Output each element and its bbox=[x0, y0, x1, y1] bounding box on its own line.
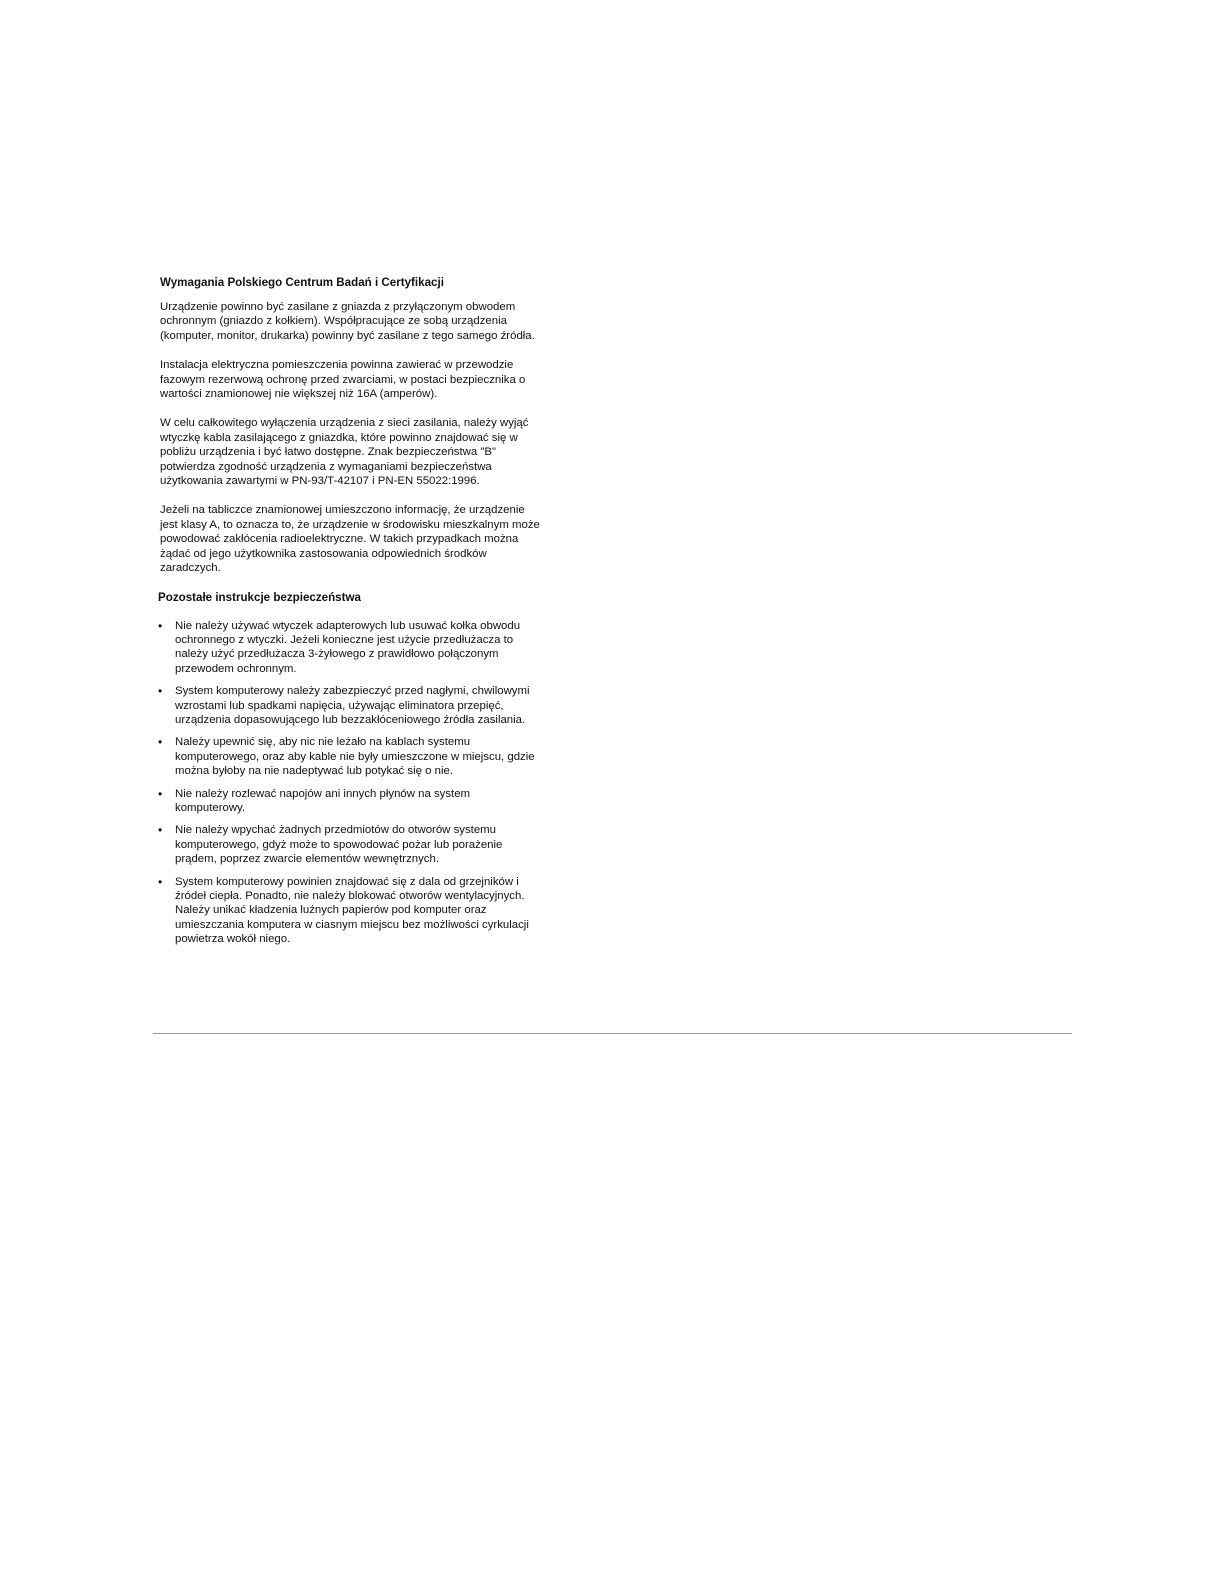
paragraph-disconnect-and-b-mark: W celu całkowitego wyłączenia urządzenia z sieci zasilania, należy wyjąć wtyczkę kabla zasilającego z gniazdka, które powinno znajdować się w pobliżu urządzenia i być łatwo dostępne. Znak bezpieczeństwa "B" potwierdza zgodność urządzenia z wymaganiami bezpieczeństwa użytkowania zawartymi w PN-93/T-42107 i PN-EN 55022:1996. bbox=[160, 417, 529, 488]
section-heading-other-safety: Pozostałe instrukcje bezpieczeństwa bbox=[158, 590, 361, 604]
paragraph-class-a-notice: Jeżeli na tabliczce znamionowej umieszczono informację, że urządzenie jest klasy A, to oznacza to, że urządzenie w środowisku mieszkalnym może powodować zakłócenia radioelektryczne. W takich przypadkach można żądać od jego użytkownika zastosowania odpowiednich środków zaradczych. bbox=[160, 504, 540, 575]
document-body bbox=[160, 276, 540, 955]
bullet-icon: • bbox=[158, 823, 163, 838]
list-item-text: Nie należy wpychać żadnych przedmiotów do otworów systemu komputerowego, gdyż może to spowodować pożar lub porażenie prądem, poprzez zwarcie elementów wewnętrznych. bbox=[175, 824, 503, 866]
list-item bbox=[160, 684, 540, 727]
bullet-icon: • bbox=[158, 618, 163, 633]
list-item-text: Nie należy używać wtyczek adapterowych lub usuwać kołka obwodu ochronnego z wtyczki. Jeżeli konieczne jest użycie przedłużacza to należy użyć przedłużacza 3-żyłowego z prawidłowo połączonym przewodem ochronnym. bbox=[175, 619, 521, 675]
list-item bbox=[160, 735, 540, 778]
list-item bbox=[160, 787, 540, 816]
list-item-text: System komputerowy powinien znajdować się z dala od grzejników i źródeł ciepła. Ponadto, nie należy blokować otworów wentylacyjnych. Należy unikać kładzenia luźnych papierów pod komputer oraz umieszczania komputera w ciasnym miejscu bez możliwości cyrkulacji powietrza wokół niego. bbox=[175, 875, 529, 946]
bullet-icon: • bbox=[158, 786, 163, 801]
horizontal-divider bbox=[153, 1033, 1072, 1034]
list-item-text: System komputerowy należy zabezpieczyć przed nagłymi, chwilowymi wzrostami lub spadkami napięcia, używając eliminatora przepięć, urządzenia dopasowującego lub bezzakłóceniowego źródła zasilania. bbox=[175, 685, 530, 726]
list-item bbox=[160, 875, 540, 947]
list-item bbox=[160, 619, 540, 677]
bullet-icon: • bbox=[158, 874, 163, 889]
section-heading-pcbc: Wymagania Polskiego Centrum Badań i Certyfikacji bbox=[160, 276, 444, 289]
bullet-icon: • bbox=[158, 735, 163, 750]
list-item-text: Nie należy rozlewać napojów ani innych płynów na system komputerowy. bbox=[175, 787, 471, 814]
paragraph-power-socket: Urządzenie powinno być zasilane z gniazda z przyłączonym obwodem ochronnym (gniazdo z kołkiem). Współpracujące ze sobą urządzenia (komputer, monitor, drukarka) powinny być zasilane z tego samego źródła. bbox=[160, 301, 535, 342]
paragraph-electrical-installation: Instalacja elektryczna pomieszczenia powinna zawierać w przewodzie fazowym rezerwową ochronę przed zwarciami, w postaci bezpiecznika o wartości znamionowej nie większej niż 16A (amperów). bbox=[160, 359, 526, 401]
list-item-text: Należy upewnić się, aby nic nie leżało na kablach systemu komputerowego, oraz aby kable nie były umieszczone w miejscu, gdzie można byłoby na nie nadeptywać lub potykać się o nie. bbox=[175, 736, 535, 778]
bullet-icon: • bbox=[158, 684, 163, 699]
safety-instructions-list bbox=[160, 619, 540, 947]
list-item bbox=[160, 823, 540, 866]
